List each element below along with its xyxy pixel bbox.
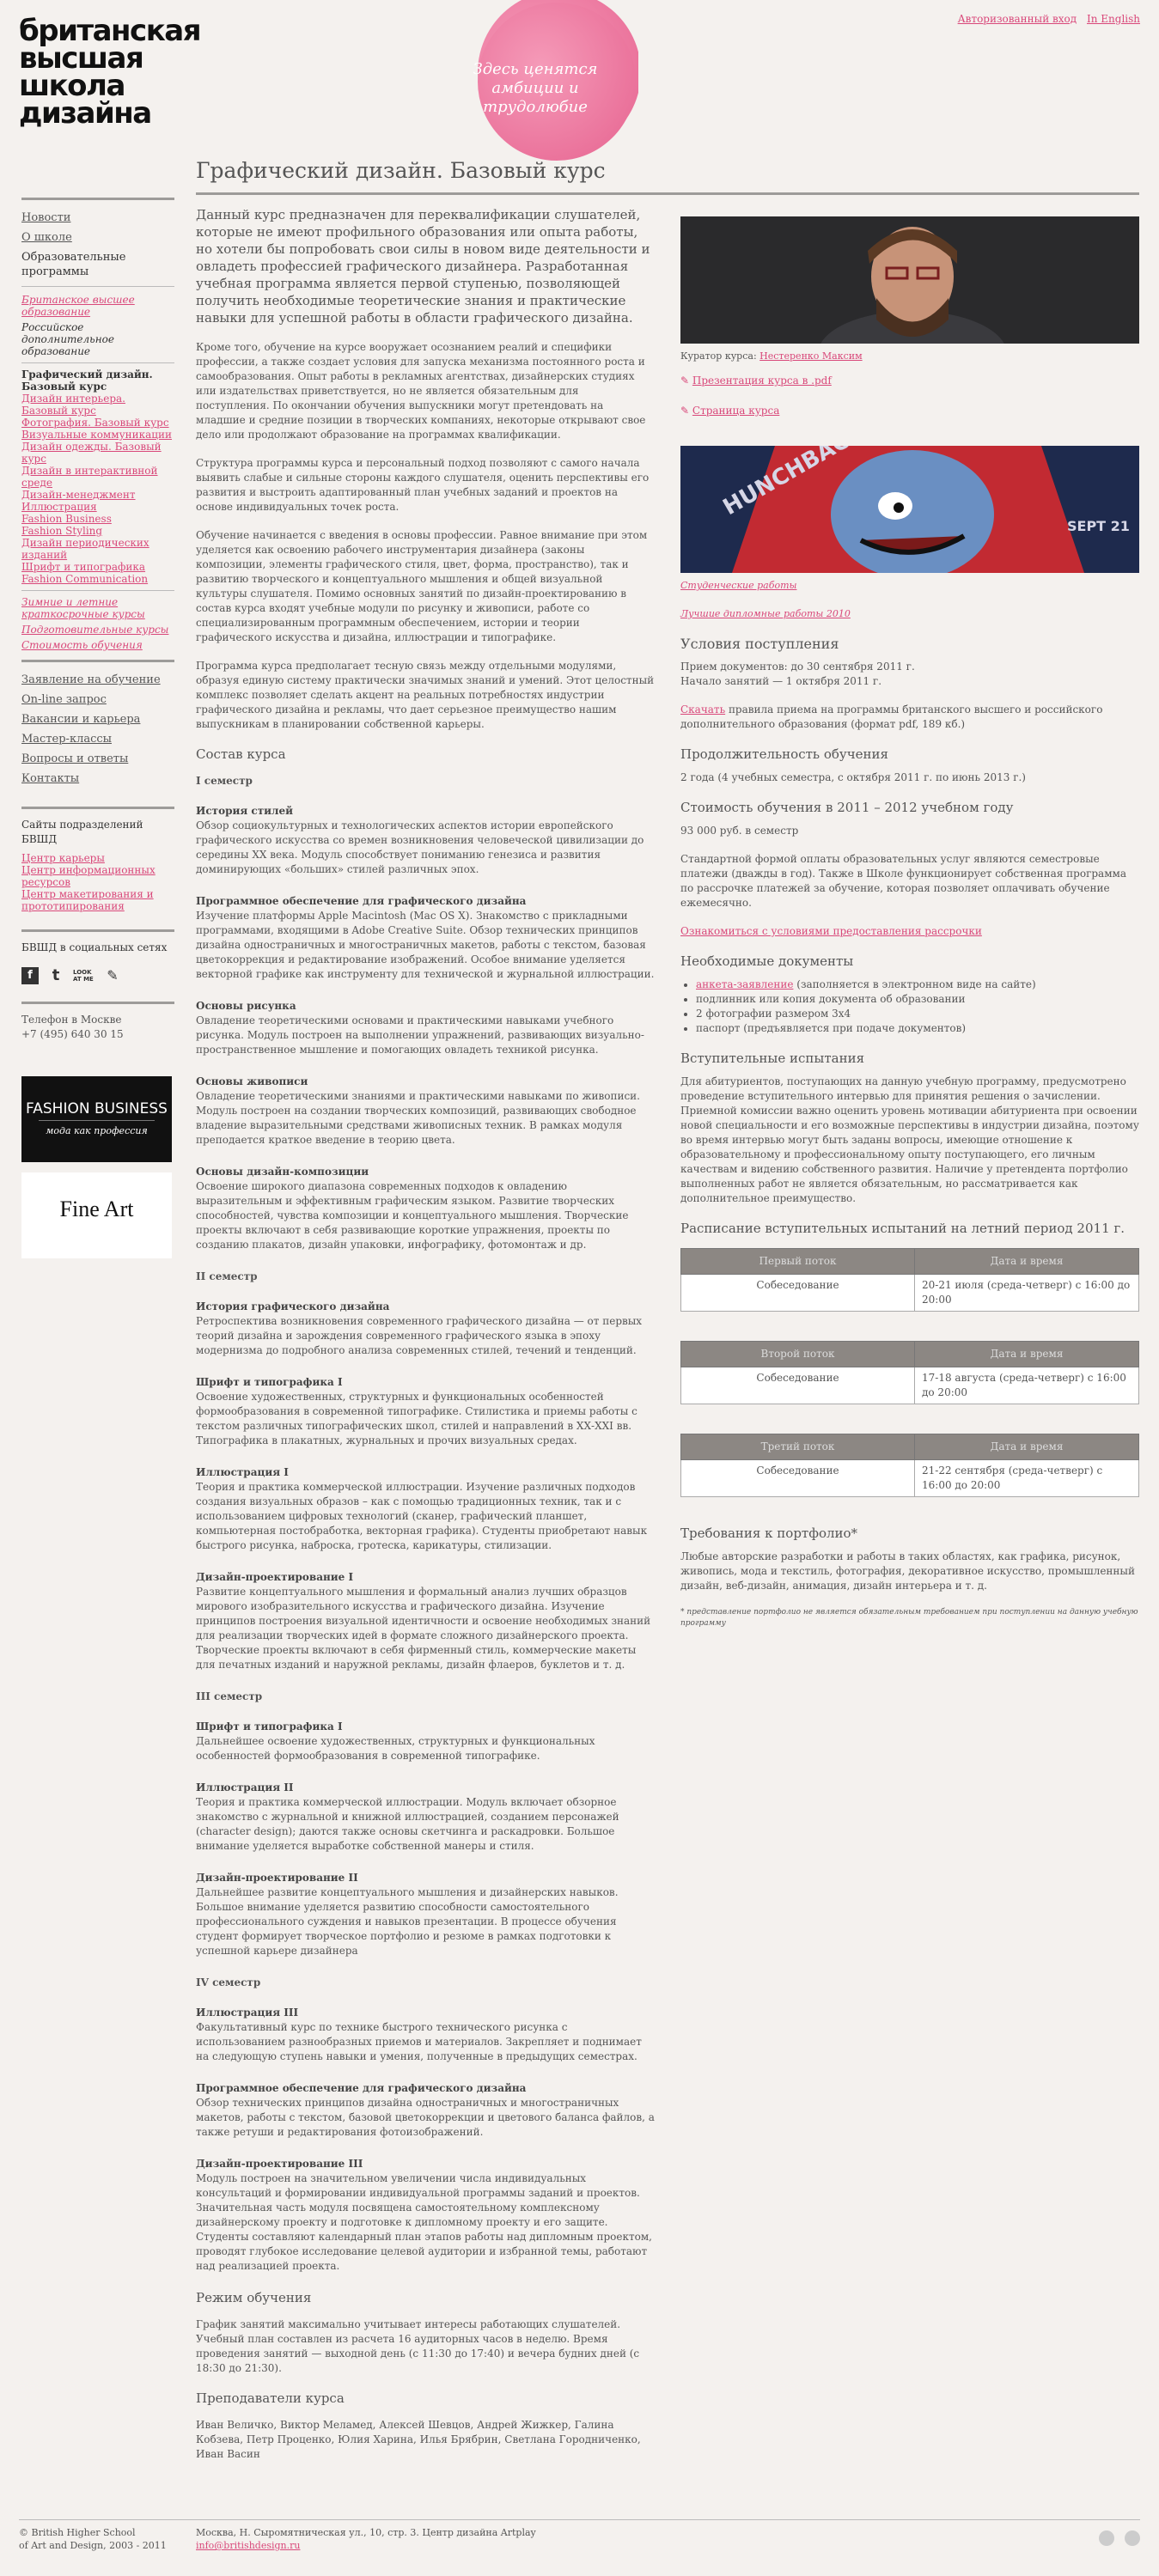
download-row <box>680 703 1139 732</box>
nav-cost[interactable]: Стоимость обучения <box>21 639 143 651</box>
top-links <box>951 13 1140 25</box>
curator-link[interactable]: Нестеренко Максим <box>759 350 863 362</box>
exam-type: Собеседование <box>681 1460 915 1497</box>
portfolio-text: Любые авторские разработки и работы в таких областях, как графика, рисунок, живопись, мода и текстиль, фотография, декоративное искусство, промышленный дизайн, веб-дизайн, анимация, дизайн интерьера и т. д. <box>680 1550 1135 1592</box>
list-item: • паспорт (предъявляется при подаче документов) <box>696 1021 1139 1036</box>
flow-name: Третий поток <box>681 1434 915 1460</box>
school-logo[interactable] <box>19 14 242 131</box>
course-module <box>196 1720 656 1763</box>
presentation-row <box>680 374 1139 388</box>
course-description: Теория и практика коммерческой иллюстрации. Изучение различных подходов создания визуальных образов – как с помощью традиционных техник, так и с использованием цифровых технологий (сканер, графический планшет, компьютерная постобработка, векторная графика). Студенты приобретают навык быстрого рисунка, наброска, гротеска, карикатуры, стилизации. <box>196 1481 648 1551</box>
phone-label: Телефон в Москве <box>21 1014 122 1026</box>
dev-logo-icon[interactable] <box>1099 2530 1114 2546</box>
exam-type: Собеседование <box>681 1275 915 1312</box>
date-header: Дата и время <box>915 1434 1139 1460</box>
sidebar-rule <box>21 1002 174 1004</box>
copyright-line: © British Higher School <box>19 2527 136 2538</box>
nav-faq[interactable]: Вопросы и ответы <box>21 752 129 765</box>
teachers-heading: Преподаватели курса <box>196 2390 345 2406</box>
course-module <box>196 1465 656 1553</box>
doc-note: (заполняется в электронном виде на сайте) <box>796 978 1036 990</box>
course-description: Обзор социокультурных и технологических аспектов истории европейского графического искусства со времен возникновения человеческой цивилизации до середины ХХ века. Модуль способствует пониманию генезиса и развития доминирующих «больших» стилей различных эпох. <box>196 819 644 875</box>
nav-program-item[interactable]: Дизайн-менеджмент <box>21 489 136 501</box>
schedule-table <box>680 1434 1139 1497</box>
course-module <box>196 1781 656 1854</box>
portfolio-note: * представление портфолио не является обязательным требованием при поступлении на данную учебную программу <box>680 1608 1138 1628</box>
nav-program-item[interactable]: Fashion Styling <box>21 525 103 537</box>
nav-application[interactable]: Заявление на обучение <box>21 673 161 686</box>
schedule-table <box>680 1248 1139 1312</box>
course-description: Дальнейшее освоение художественных, структурных и функциональных особенностей формообразования в современной типографике. <box>196 1735 595 1762</box>
nav-british-education[interactable]: Британское высшее образование <box>21 294 135 318</box>
sub-rule <box>21 362 174 363</box>
course-name: История стилей <box>196 805 294 817</box>
flow-name: Первый поток <box>681 1249 915 1275</box>
download-text: правила приема на программы британского высшего и российского дополнительного образования (формат pdf, 189 кб.) <box>680 703 1103 730</box>
course-description: Дальнейшее развитие концептуального мышления и дизайнерских навыков. Большое внимание уделяется развитию способности самостоятельного профессионального суждения и навыков презентации. В процессе обучения студент формирует творческое портфолио и резюме в рамках подготовки к успешной карьере дизайнера <box>196 1886 619 1957</box>
nav-about[interactable]: О школе <box>21 231 72 244</box>
admission-date: Начало занятий — 1 октября 2011 г. <box>680 675 882 687</box>
list-item: • подлинник или копия документа об образовании <box>696 992 1139 1007</box>
exam-type: Собеседование <box>681 1367 915 1404</box>
course-name: Шрифт и типографика I <box>196 1720 343 1733</box>
course-name: Иллюстрация III <box>196 2007 299 2019</box>
nav-program-item[interactable]: Дизайн периодических изданий <box>21 537 149 561</box>
footer-icons <box>1092 2530 1140 2549</box>
fashion-business-banner[interactable] <box>21 1076 172 1162</box>
course-description: Овладение теоретическими основами и практическими навыками учебного рисунка. Модуль построен на выполнении упражнений, развивающих визуально-пространственное мышление и помогающих овладеть техникой рисунка. <box>196 1014 644 1056</box>
list-item: • 2 фотографии размером 3х4 <box>696 1007 1139 1021</box>
page-title: Графический дизайн. Базовый курс <box>196 158 606 183</box>
nav-prep-courses[interactable]: Подготовительные курсы <box>21 624 169 636</box>
poster-date: SEPT 21 <box>1067 518 1130 534</box>
facebook-icon[interactable]: f <box>21 967 39 984</box>
course-module <box>196 1300 656 1358</box>
exams-text: Для абитуриентов, поступающих на данную учебную программу, предусмотрено проведение вступительного интервью для принятия решения о зачислении. Приемной комиссии важно оценить уровень мотивации абитуриента при освоении новой специальности и его возможные перспективы в индустрии дизайна, поэтому во время интервью могут быть заданы вопросы, имеющие отношение к образовательному и профессиональному опыту поступающего, его личным качествам и видению собственного развития. Наличие у претендента портфолио выполненных работ не является обязательным, но рассматривается как дополнительное преимущество. <box>680 1075 1139 1204</box>
nav-program-item[interactable]: Дизайн в интерактивной среде <box>21 465 158 489</box>
nav-news[interactable]: Новости <box>21 211 71 224</box>
semester-heading: III семестр <box>196 1690 263 1702</box>
right-column <box>680 216 1139 1629</box>
course-description: Овладение теоретическими знаниями и практическими навыками по живописи. Модуль построен на создании творческих композиций, развивающих свободное владение выразительными средствами живописных техник. В рамках модуля преподается краткое введение в теорию цвета. <box>196 1090 640 1146</box>
works-links <box>680 578 1139 621</box>
course-name: Дизайн-проектирование I <box>196 1571 354 1583</box>
nav-program-item[interactable]: Иллюстрация <box>21 501 97 513</box>
livejournal-icon[interactable]: ✎ <box>107 967 119 984</box>
sidebar-top-rule <box>21 198 174 200</box>
nav-vacancies[interactable]: Вакансии и карьера <box>21 713 141 726</box>
semester-heading: II семестр <box>196 1270 258 1282</box>
page-icon: ✎ <box>680 405 690 417</box>
cost-text: Стандартной формой оплаты образовательных услуг являются семестровые платежи (дважды в год). Также в Школе функционирует собственная программа по рассрочке платежей за обучение, которая позволяет оплачивать обучение ежемесячно. <box>680 853 1127 909</box>
fine-art-banner[interactable] <box>21 1172 172 1258</box>
student-work-poster[interactable] <box>680 446 1139 573</box>
course-module <box>196 1075 656 1148</box>
course-description: Освоение художественных, структурных и функциональных особенностей формообразования в современной типографике. Стилистика и приемы работы с текстом различных типографических школ, стилей и направлений в ХХ-ХХI вв. Типографика в плакатных, журнальных и прочих визуальных средах. <box>196 1391 637 1446</box>
social-icons <box>21 967 174 984</box>
course-name: Шрифт и типографика I <box>196 1376 343 1388</box>
cost-value: 93 000 руб. в семестр <box>680 825 799 837</box>
best-works-link[interactable]: Лучшие дипломные работы 2010 <box>680 608 851 619</box>
course-module <box>196 804 656 877</box>
curator-label: Куратор курса: <box>680 350 757 362</box>
docs-list <box>680 977 1139 1036</box>
partner-logo-icon[interactable] <box>1125 2530 1140 2546</box>
nav-short-courses[interactable]: Зимние и летние краткосрочные курсы <box>21 596 145 620</box>
download-link[interactable]: Скачать <box>680 703 726 716</box>
cost-heading: Стоимость обучения в 2011 – 2012 учебном году <box>680 800 1014 815</box>
nav-masterclasses[interactable]: Мастер-классы <box>21 733 112 746</box>
nav-online-request[interactable]: On-line запрос <box>21 693 107 706</box>
slogan-text: Здесь ценятся амбиции и трудолюбие <box>473 60 598 116</box>
phone-value: +7 (495) 640 30 15 <box>21 1028 124 1040</box>
duration-text: 2 года (4 учебных семестра, с октября 2011 г. по июнь 2013 г.) <box>680 771 1026 783</box>
date-header: Дата и время <box>915 1342 1139 1367</box>
course-page-row <box>680 404 1139 418</box>
sidebar-rule <box>21 286 174 287</box>
course-module <box>196 894 656 982</box>
semesters-list <box>196 774 656 2274</box>
curator-photo-illustration <box>680 216 1139 344</box>
docs-heading: Необходимые документы <box>680 953 854 969</box>
sites-links <box>21 852 174 912</box>
intro-paragraph: Данный курс предназначен для переквалификации слушателей, которые не имеют профильного образования или опыта работы, но хотели бы попробовать свои силы в новом виде деятельности и овладеть профессией графического дизайнера. Разработанная учебная программа является первой ступенью, позволяющей получить необходимые теоретические знания и практические навыки для успешной работы в области графического дизайна. <box>196 207 650 326</box>
course-name: Дизайн-проектирование II <box>196 1872 358 1884</box>
semester-heading: I семестр <box>196 775 253 787</box>
title-rule <box>196 192 1139 195</box>
mode-text: График занятий максимально учитывает интересы работающих слушателей. Учебный план составлен из расчета 16 аудиторных часов в неделю. Время проведения занятий — выходной день (с 11:30 до 17:40) и вечера будних дней (с 18:30 до 21:30). <box>196 2318 640 2374</box>
exams-heading: Вступительные испытания <box>680 1050 865 1066</box>
logo-line-2: высшая школа <box>19 41 143 103</box>
course-module <box>196 1871 656 1958</box>
course-name: Основы дизайн-композиции <box>196 1166 369 1178</box>
course-name: Дизайн-проектирование III <box>196 2158 363 2170</box>
flow-name: Второй поток <box>681 1342 915 1367</box>
duration-heading: Продолжительность обучения <box>680 746 888 762</box>
copyright-line: of Art and Design, 2003 - 2011 <box>19 2540 167 2551</box>
programs-subnav <box>21 294 174 651</box>
installment-link[interactable]: Ознакомиться с условиями предоставления рассрочки <box>680 925 982 937</box>
teachers-text: Иван Величко, Виктор Меламед, Алексей Шевцов, Андрей Жижкер, Галина Кобзева, Петр Проценко, Юлия Харина, Илья Брябрин, Светлана Городниченко, Иван Васин <box>196 2419 641 2460</box>
mode-heading: Режим обучения <box>196 2290 312 2305</box>
footer-copyright <box>19 2526 191 2552</box>
nav-program-item[interactable]: Fashion Communication <box>21 573 149 585</box>
nav-program-item[interactable]: Фотография. Базовый курс <box>21 417 169 429</box>
banner-subtitle: мода как профессия <box>39 1120 155 1138</box>
course-description: Ретроспектива возникновения современного графического дизайна — от первых теорий дизайна и зарождения современного графического языка в эпоху модернизма до подробного анализа современных стилей, течений и тенденций. <box>196 1315 643 1356</box>
course-module <box>196 2081 656 2140</box>
nav-current-course: Графический дизайн. Базовый курс <box>21 368 153 393</box>
admission-heading: Условия поступления <box>680 636 839 652</box>
course-description: Освоение широкого диапазона современных подходов к овладению выразительным и эффективным графическим языком. Развитие творческих способностей, чувства композиции и концептуального мышления. Творческие проекты включают в себя развивающие короткие упражнения, проекты по созданию плакатов, дизайн упаковки, инфографику, фотомонтаж и др. <box>196 1180 629 1251</box>
english-link[interactable]: In English <box>1086 13 1140 25</box>
sidebar-rule <box>21 929 174 932</box>
course-name: Иллюстрация II <box>196 1781 294 1793</box>
sidebar-rule <box>21 660 174 662</box>
nav-program-item[interactable]: Визуальные коммуникации <box>21 429 173 441</box>
logo-line-1: британская <box>19 14 201 48</box>
course-name: История графического дизайна <box>196 1300 390 1312</box>
nav-russian-education[interactable]: Российское дополнительное образование <box>21 321 114 357</box>
course-description: Изучение платформы Apple Macintosh (Mac OS X). Знакомство с прикладными программами, входящими в Adobe Creative Suite. Обзор технических принципов дизайна одностраничных и многостраничных макетов, работы с текстом, базовая цветокоррекция и редактирование изображений. Особое внимание уделяется векторной графике как инструменту для технической и журнальной иллюстрации. <box>196 910 655 980</box>
logo-line-3: дизайна <box>19 96 151 131</box>
curator-photo <box>680 216 1139 344</box>
main-nav <box>21 210 174 279</box>
lookatme-icon[interactable]: LOOK AT ME <box>73 969 94 983</box>
course-name: Иллюстрация I <box>196 1466 289 1478</box>
course-name: Основы живописи <box>196 1075 308 1087</box>
schedule-tables <box>680 1248 1139 1497</box>
footer-rule <box>19 2519 1140 2520</box>
schedule-heading: Расписание вступительных испытаний на летний период 2011 г. <box>680 1221 1125 1236</box>
course-module <box>196 2157 656 2274</box>
email-link[interactable]: info@britishdesign.ru <box>196 2540 301 2551</box>
composition-heading: Состав курса <box>196 746 286 762</box>
nav-program-item[interactable]: Шрифт и типографика <box>21 561 146 573</box>
portfolio-heading: Требования к портфолио* <box>680 1526 858 1541</box>
nav-program-item[interactable]: Дизайн интерьера. Базовый курс <box>21 393 125 417</box>
course-module <box>196 2006 656 2064</box>
nav-programs[interactable]: Образовательные программы <box>21 251 126 278</box>
main-content <box>196 206 656 2476</box>
secondary-nav <box>21 673 174 786</box>
sub-rule <box>21 590 174 591</box>
course-page-link[interactable]: Страница курса <box>692 405 780 417</box>
course-module <box>196 1165 656 1252</box>
pdf-icon: ✎ <box>680 375 690 387</box>
sites-title: Сайты подразделений БВШД <box>21 819 143 845</box>
course-name: Программное обеспечение для графического дизайна <box>196 895 527 907</box>
footer-address <box>196 2526 625 2552</box>
course-description: Модуль построен на значительном увеличении числа индивидуальных консультаций и формировании индивидуальной программы заданий и проектов. Значительная часть модуля посвящена самостоятельному комплексному дизайнерскому проекту и подготовке к дипломному проекту и его защите. Студенты составляют календарный план этапов работы над дипломным проектом, проводят глубокое исследование целевой аудитории и избранной темы, работают над реализацией проекта. <box>196 2172 652 2272</box>
left-sidebar <box>21 198 174 1258</box>
list-item <box>696 977 1139 992</box>
site-link[interactable]: Центр карьеры <box>21 852 105 864</box>
admission-dates <box>680 660 1139 689</box>
course-module <box>196 1375 656 1448</box>
application-form-link[interactable]: анкета-заявление <box>696 978 794 990</box>
nav-program-item[interactable]: Fashion Business <box>21 513 112 525</box>
presentation-link[interactable]: Презентация курса в .pdf <box>692 375 832 387</box>
nav-program-item[interactable]: Дизайн одежды. Базовый курс <box>21 441 162 465</box>
course-name: Основы рисунка <box>196 1000 296 1012</box>
site-link[interactable]: Центр информационных ресурсов <box>21 864 156 888</box>
nav-contacts[interactable]: Контакты <box>21 772 80 785</box>
social-title: БВШД в социальных сетях <box>21 941 168 953</box>
date-header: Дата и время <box>915 1249 1139 1275</box>
course-description: Обзор технических принципов дизайна одностраничных и многостраничных макетов, работы с текстом, базовой цветокоррекции и цветового баланса файлов, а также ретуши и редактирования фотоизображений. <box>196 2097 655 2138</box>
curator-caption <box>680 349 1139 363</box>
site-link[interactable]: Центр макетирования и прототипирования <box>21 888 154 912</box>
address-text: Москва, Н. Сыромятническая ул., 10, стр. 3. Центр дизайна Artplay <box>196 2527 536 2538</box>
twitter-icon[interactable]: t <box>52 966 60 984</box>
exam-date: 20-21 июля (среда-четверг) с 16:00 до 20:00 <box>915 1275 1139 1312</box>
course-module <box>196 999 656 1057</box>
exam-date: 17-18 августа (среда-четверг) с 16:00 до 20:00 <box>915 1367 1139 1404</box>
body-paragraph: Программа курса предполагает тесную связь между отдельными модулями, образуя единую систему практически значимых знаний и умений. Этот целостный комплекс позволяет сделать акцент на реальных потребностях индустрии графического дизайна и рекламы, что дает серьезное преимущество нашим выпускникам в планировании собственной карьеры. <box>196 660 655 730</box>
login-link[interactable]: Авторизованный вход <box>957 13 1077 25</box>
body-paragraph: Кроме того, обучение на курсе вооружает осознанием реалий и специфики профессии, а также создает условия для запуска механизма постоянного роста и самообразования. Опыт работы в рекламных агентствах, дизайнерских студиях или издательствах приветствуется, но не является обязательным для поступления. По окончании обучения выпускники могут претендовать на младшие и средние позиции в творческих компаниях, некоторые открывают свое дело или продолжают образование на программах квалификации. <box>196 341 646 441</box>
admission-date: Прием документов: до 30 сентября 2011 г. <box>680 661 915 673</box>
course-description: Развитие концептуального мышления и формальный анализ лучших образцов мирового изобразительного искусства и графического дизайна. Изучение принципов построения визуальной идентичности и освоение необходимых знаний для реализации творческих идей в формате сложного дизайнерского проекта. Творческие проекты включают в себя фирменный стиль, коммерческие макеты для печатных изданий и наружной рекламы, дизайн флаеров, буклетов и т. д. <box>196 1586 651 1671</box>
banner-text: Fine Art <box>59 1197 134 1221</box>
student-works-link[interactable]: Студенческие работы <box>680 580 797 591</box>
course-module <box>196 1570 656 1672</box>
schedule-table <box>680 1341 1139 1404</box>
course-name: Программное обеспечение для графического дизайна <box>196 2082 527 2094</box>
body-paragraph: Структура программы курса и персональный подход позволяют с самого начала выявить слабые и сильные стороны каждого слушателя, оценить перспективы его развития и выстроить адаптированный план учебных заданий и проектов на основе индивидуальных точек роста. <box>196 457 650 513</box>
exam-date: 21-22 сентября (среда-четверг) с 16:00 до 20:00 <box>915 1460 1139 1497</box>
sidebar-rule <box>21 807 174 809</box>
course-description: Факультативный курс по технике быстрого технического рисунка с использованием разнообразных приемов и материалов. Закрепляет и поднимает на следующую ступень навыки и умения, полученные в предыдущих семестрах. <box>196 2021 642 2062</box>
semester-heading: IV семестр <box>196 1976 261 1988</box>
banner-title: FASHION BUSINESS <box>26 1100 168 1117</box>
body-paragraph: Обучение начинается с введения в основы профессии. Равное внимание при этом уделяется как освоению рабочего инструментария дизайнера (законы композиции, элементы графического стиля, цвет, форма, пространство), так и развитию творческого и концептуального мышления и общей визуальной культуры слушателя. Помимо основных занятий по дизайн-проектированию в состав курса входят учебные модули по рисунку и живописи, работе со специализированным программным обеспечением, истории и теории графического искусства и дизайна, иллюстрации и типографике. <box>196 529 648 643</box>
course-description: Теория и практика коммерческой иллюстрации. Модуль включает обзорное знакомство с журнальной и книжной иллюстрацией, созданием персонажей (character design); даются также основы скетчинга и раскадровки. Большое внимание уделяется выработке собственной манеры и стиля. <box>196 1796 619 1852</box>
